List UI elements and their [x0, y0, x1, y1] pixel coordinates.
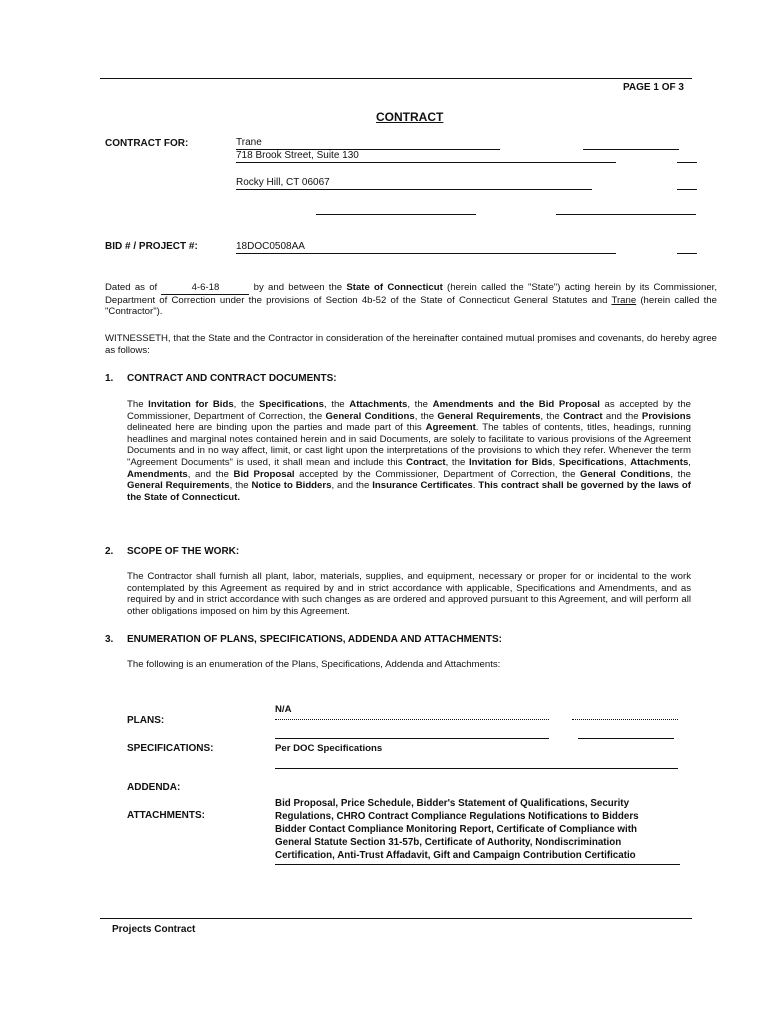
dated-text-b: (herein called the "State") acting herein by its Commissioner, Department of Correction under the provisions of Section 4b-52 of the State of Connecticut General Statutes and [105, 282, 717, 306]
section-3-intro: The following is an enumeration of the Plans, Specifications, Addenda and Attachments: [127, 659, 501, 670]
bold-term: This contract shall be governed by the laws of the State of Connecticut. [127, 480, 691, 503]
bold-term: General Conditions [580, 468, 671, 480]
plans-line [275, 719, 549, 720]
specs-top-line [275, 738, 549, 739]
address-line-2: Rocky Hill, CT 06067 [236, 177, 330, 188]
contractor-name: Trane [236, 137, 262, 148]
section-1-title: CONTRACT AND CONTRACT DOCUMENTS: [127, 373, 337, 384]
contract-date: 4-6-18 [161, 282, 249, 295]
section-3-number: 3. [105, 634, 114, 645]
state-name: State of Connecticut [346, 282, 443, 293]
body-text: , and the [187, 468, 234, 480]
addr2-line-right [677, 189, 697, 190]
bold-term: Contract [406, 456, 446, 468]
bid-line [236, 253, 616, 254]
bold-term: Amendments and the Bid Proposal [432, 399, 600, 410]
body-text: delineated here are binding upon the parties and made part of this [127, 422, 426, 434]
specs-value: Per DOC Specifications [275, 743, 383, 754]
bold-term: Specifications [258, 399, 324, 410]
section-2-title: SCOPE OF THE WORK: [127, 546, 240, 557]
body-text: , [688, 456, 691, 468]
plans-line-right [572, 719, 678, 720]
addr2-line [236, 189, 592, 190]
attachment-line: Bid Proposal, Price Schedule, Bidder's Statement of Qualifications, Security [275, 798, 630, 809]
contractor-ref: Trane [611, 294, 637, 306]
bold-term: Insurance Certificates [372, 480, 473, 492]
body-text: , the [670, 468, 691, 480]
attachments-list [275, 797, 695, 862]
name-line-right [583, 149, 679, 150]
bold-term: Specifications [558, 456, 624, 468]
witnesseth-paragraph: WITNESSETH, that the State and the Contractor in consideration of the hereinafter contained mutual promises and covenants, do hereby agree as follows: [105, 333, 717, 356]
body-text: , the [540, 410, 564, 422]
body-text: accepted by the Commissioner, Department of Correction, the [294, 468, 581, 480]
attachment-line: Certification, Anti-Trust Affadavit, Gift and Campaign Contribution Certificatio [275, 850, 636, 861]
bold-term: Attachments [349, 399, 408, 410]
body-text: , the [414, 410, 438, 422]
addenda-label: ADDENDA: [127, 782, 181, 793]
dated-text-a: by and between the [253, 282, 343, 293]
body-text: and the [602, 410, 642, 422]
section-3-title: ENUMERATION OF PLANS, SPECIFICATIONS, ADDENDA AND ATTACHMENTS: [127, 634, 502, 645]
dated-paragraph [105, 282, 717, 318]
addr1-line-right [677, 162, 697, 163]
section-2-number: 2. [105, 546, 114, 557]
specs-label: SPECIFICATIONS: [127, 743, 214, 754]
attachment-line: General Statute Section 31-57b, Certificate of Authority, Nondiscrimination [275, 837, 622, 848]
dated-prefix: Dated as of [105, 282, 158, 293]
blank-line-1 [316, 214, 476, 215]
bid-label: BID # / PROJECT #: [105, 241, 198, 252]
attachments-line [275, 864, 680, 865]
bold-term: Amendments [127, 468, 188, 480]
body-text: The [127, 399, 149, 410]
page-number: PAGE 1 OF 3 [623, 82, 684, 93]
specs-line [275, 768, 678, 769]
bold-term: General Requirements [437, 410, 541, 422]
body-text: . [472, 480, 479, 492]
body-text: , [623, 456, 631, 468]
attachment-line: Regulations, CHRO Contract Compliance Regulations Notifications to Bidders [275, 811, 639, 822]
body-text: . The tables of contents, titles, headings, running headlines and marginal notes contained herein and in said Documents, are solely to facilitate to various provisions of the Agreement Documents and in no way affect, limit, or cast light upon the interpretations of the provisions to which they refer. Whenever the term "Agreement Documents" is used, it shall mean and include this [127, 422, 692, 468]
section-2-body: The Contractor shall furnish all plant, labor, materials, supplies, and equipment, necessary or proper for or incidental to the work contemplated by this Agreement as required by and in strict accordance with applicable, Specifications and Amendments, and as required by and in strict accordance with such changes as are ordered and approved pursuant to this Agreement, and will perform all other obligations imposed on him by this Agreement. [127, 571, 691, 617]
footer-text: Projects Contract [112, 924, 196, 935]
bold-term: Contract [563, 410, 603, 422]
bold-term: Agreement [425, 422, 476, 434]
dated-text-c: (herein called the "Contractor"). [105, 294, 717, 318]
bold-term: Bid Proposal [233, 468, 295, 480]
body-text: as accepted by the Commissioner, Department of Correction, the [127, 399, 691, 422]
blank-line-2 [556, 214, 696, 215]
top-rule [100, 78, 692, 79]
body-text: , the [445, 456, 469, 468]
bold-term: Attachments [630, 456, 689, 468]
bold-term: Invitation for Bids [468, 456, 553, 468]
attachments-label: ATTACHMENTS: [127, 810, 205, 821]
bold-term: Invitation for Bids [148, 399, 234, 410]
specs-top-line-right [578, 738, 674, 739]
addr1-line [236, 162, 616, 163]
body-text: , the [323, 399, 350, 410]
plans-value: N/A [275, 704, 292, 715]
body-text: , the [229, 480, 252, 492]
contract-for-label: CONTRACT FOR: [105, 138, 189, 149]
body-text: , and the [331, 480, 373, 492]
bold-term: Notice to Bidders [251, 480, 332, 492]
plans-label: PLANS: [127, 715, 165, 726]
bid-value: 18DOC0508AA [236, 241, 305, 252]
address-line-1: 718 Brook Street, Suite 130 [236, 150, 359, 161]
bold-term: Provisions [641, 410, 691, 422]
section-1-body [127, 399, 691, 503]
body-text: , the [233, 399, 259, 410]
bold-term: General Conditions [325, 410, 415, 422]
attachment-line: Bidder Contact Compliance Monitoring Report, Certificate of Compliance with [275, 824, 637, 835]
body-text: , [552, 456, 559, 468]
bold-term: General Requirements [127, 480, 230, 492]
bid-line-right [677, 253, 697, 254]
body-text: , the [407, 399, 433, 410]
section-1-number: 1. [105, 373, 114, 384]
contract-title: CONTRACT [376, 110, 444, 124]
footer-rule [100, 918, 692, 919]
